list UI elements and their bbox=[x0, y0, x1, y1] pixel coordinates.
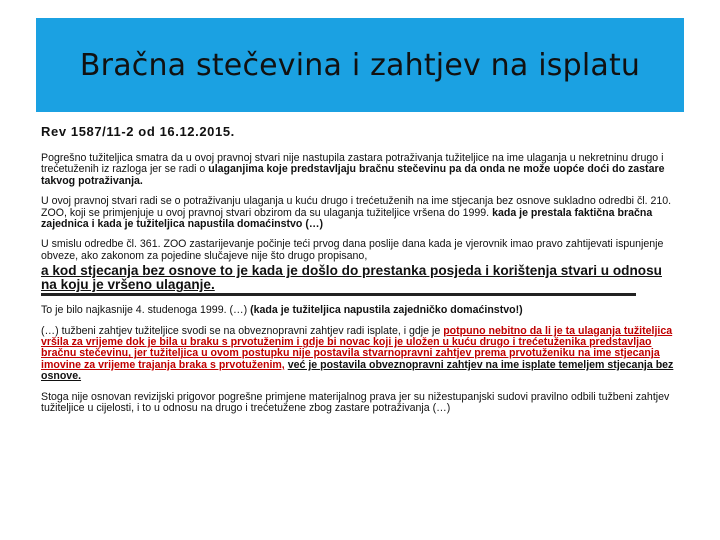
paragraph-5-text: (…) tužbeni zahtjev tužiteljice svodi se na obveznopravni zahtjev radi isplate, i gdje je bbox=[41, 324, 441, 337]
paragraph-5 bbox=[41, 326, 681, 383]
title-banner bbox=[36, 18, 684, 112]
paragraph-6: Stoga nije osnovan revizijski prigovor pogrešne primjene materijalnog prava jer su nižestupanjski sudovi pravilno odbili tužbeni zahtjev tužiteljice u cijelosti, i to u odnosu na drugo i trećetužene zbog zastare potraživanja (…) bbox=[41, 390, 670, 415]
paragraph-3 bbox=[41, 239, 681, 262]
paragraph-2-text: U ovoj pravnoj stvari radi se o potraživanju ulaganja u kuću drugo i trećetuženih na ime stjecanja bez osnove sukladno odredbi čl. 210. ZOO, koji se primjenjuje u ovoj pravnoj stvari obzirom da su ulaganja tužiteljice vršena do 1999. bbox=[41, 195, 672, 219]
paragraph-1-emphasis: ulaganjima koje predstavljaju bračnu stečevinu pa da onda ne može uopće doći do zastare takvog potraživanja. bbox=[41, 163, 665, 187]
paragraph-3-emphasis: a kod stjecanja bez osnove to je kada je došlo do prestanka posjeda i korištenja stvari u odnosu na koju je vršeno ulaganje. bbox=[41, 263, 662, 293]
paragraph-3-text: U smislu odredbe čl. 361. ZOO zastarijevanje počinje teći prvog dana poslije dana kada je vjerovnik imao pravo zahtijevati ispunjenje obveze, ako zakonom za pojedine slučajeve nije što drugo propisano, bbox=[41, 238, 664, 262]
highlight-underline-bar bbox=[41, 293, 636, 296]
slide-body bbox=[41, 124, 681, 424]
paragraph-5-conclusion: već je postavila obveznopravni zahtjev na ime isplate temeljem stjecanja bez osnove. bbox=[41, 358, 674, 383]
paragraph-1 bbox=[41, 153, 681, 187]
paragraph-2 bbox=[41, 196, 681, 230]
paragraph-4 bbox=[41, 305, 681, 316]
paragraph-1-text: Pogrešno tužiteljica smatra da u ovoj pravnoj stvari nije nastupila zastara potraživanja tužiteljice na ime ulaganja u nekretninu drugo i trećetuženih iz razloga jer se radi o bbox=[41, 152, 664, 176]
page-title: Bračna stečevina i zahtjev na isplatu bbox=[79, 47, 641, 83]
paragraph-4-text: To je bilo najkasnije 4. studenoga 1999. (…) bbox=[41, 304, 248, 317]
case-reference: Rev 1587/11-2 od 16.12.2015. bbox=[41, 124, 235, 139]
paragraph-5-emphasis: potpuno nebitno da li je ta ulaganja tužiteljica vršila za vrijeme dok je bila u braku s prvotuženim i gdje bi novac koji je uložen u kuću drugo i trećetuženika predstavljao bračnu stečevinu, jer tužiteljica u ovom postupku nije postavila stvarnopravni zahtjev prema prvotuženiku na ime stjecanja imovine za vrijeme trajanja braka s prvotuženim, bbox=[41, 324, 673, 371]
paragraph-4-emphasis: (kada je tužiteljica napustila zajedničko domaćinstvo!) bbox=[250, 304, 523, 317]
paragraph-3-highlight bbox=[41, 264, 681, 296]
paragraph-2-emphasis: kada je prestala faktična bračna zajednica i kada je tužiteljica napustila domaćinstvo (…) bbox=[41, 206, 653, 231]
